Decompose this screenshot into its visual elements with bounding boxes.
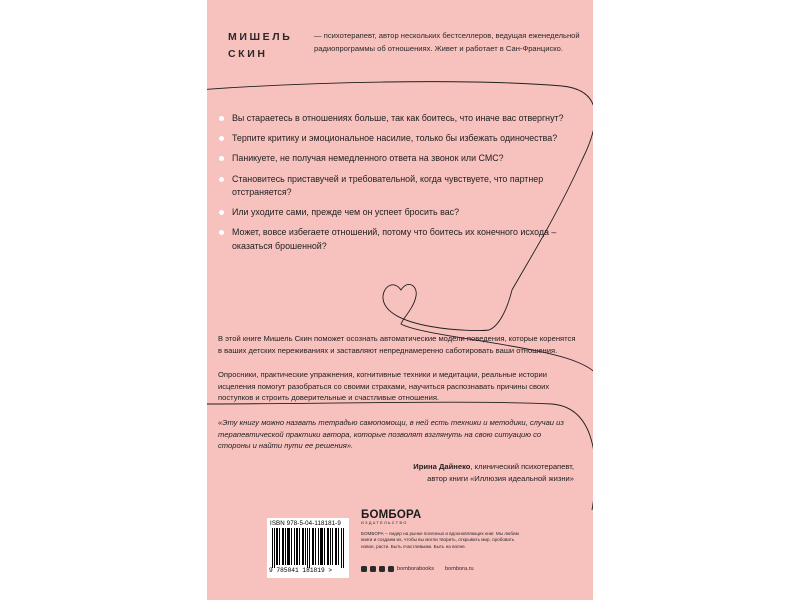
list-item bbox=[217, 173, 577, 200]
description-paragraph-2: Опросники, практические упражнения, когнитивные техники и медитации, реальные истории исцеления помогут разобраться со своими страхами, научиться распознавать причины своих поступков и строить доверительные и счастливые отношения. bbox=[218, 370, 550, 403]
author-bio: — психотерапевт, автор нескольких бестселлеров, ведущая еженедельной радиопрограммы об отношениях. Живет и работает в Сан-Франциско. bbox=[314, 31, 580, 53]
publisher-logo-text: БОМБОРА bbox=[361, 509, 422, 521]
quote-author-role: , клинический психотерапевт, bbox=[470, 462, 574, 471]
question-text: Паникуете, не получая немедленного ответа на звонок или СМС? bbox=[232, 153, 504, 164]
description-paragraph-1: В этой книге Мишель Скин поможет осознать автоматические модели поведения, которые коренятся в ваших детских переживаниях и заставляют непреднамеренно саботировать ваши отношения. bbox=[218, 334, 576, 355]
quote-attribution bbox=[218, 461, 574, 484]
social-handle: bomborabooks bbox=[397, 566, 435, 572]
list-item bbox=[217, 132, 577, 146]
bullet-dot-icon bbox=[219, 136, 224, 141]
review-quote: «Эту книгу можно назвать тетрадью самопомощи, в ней есть техники и методики, случаи из терапевтической практики автора, которые позволят взглянуть на свою ситуацию со стороны и найти пути ее решения». bbox=[218, 418, 564, 451]
facebook-icon bbox=[361, 566, 367, 572]
question-text: Становитесь приставучей и требовательной, когда чувствуете, что партнер отстраняется? bbox=[232, 173, 544, 198]
bullet-dot-icon bbox=[219, 177, 224, 182]
bullet-dot-icon bbox=[219, 116, 224, 121]
list-item bbox=[217, 226, 577, 253]
list-item bbox=[217, 152, 577, 166]
publisher-website: bombora.ru bbox=[445, 566, 474, 572]
bullet-dot-icon bbox=[219, 210, 224, 215]
author-name: МИШЕЛЬ СКИН bbox=[228, 31, 293, 60]
question-text: Вы стараетесь в отношениях больше, так как боитесь, что иначе вас отвергнут? bbox=[232, 113, 564, 123]
question-list bbox=[217, 112, 577, 260]
question-text: Может, вовсе избегаете отношений, потому что боитесь их конечного исхода – оказаться брошенной? bbox=[232, 227, 557, 251]
list-item bbox=[217, 112, 577, 126]
vk-icon bbox=[370, 566, 376, 572]
quote-author-book: автор книги «Иллюзия идеальной жизни» bbox=[427, 473, 574, 483]
youtube-icon bbox=[379, 566, 385, 572]
list-item bbox=[217, 206, 577, 220]
instagram-icon bbox=[388, 566, 394, 572]
barcode-number: 9 785041 181819 > bbox=[269, 567, 333, 574]
publisher-description: БОМБОРА – лидер на рынке полезных и вдохновляющих книг. Мы любим книги и создаем их, чтобы вы могли творить, открывать мир, пробовать новое, расти. Быть счастливыми. Быть на волне. bbox=[361, 531, 519, 549]
barcode bbox=[267, 518, 349, 578]
quote-author-name: Ирина Дайнеко bbox=[413, 462, 471, 471]
bullet-dot-icon bbox=[219, 230, 224, 235]
isbn-label: ISBN 978-5-04-118181-9 bbox=[270, 520, 341, 527]
book-back-cover bbox=[207, 0, 593, 600]
bullet-dot-icon bbox=[219, 156, 224, 161]
question-text: Терпите критику и эмоциональное насилие, только бы избежать одиночества? bbox=[232, 133, 558, 144]
publisher-logo-subtitle: ИЗДАТЕЛЬСТВО bbox=[361, 521, 408, 525]
publisher-socials bbox=[361, 566, 474, 572]
publisher-logo bbox=[361, 509, 421, 526]
barcode-bars-icon bbox=[271, 528, 347, 568]
question-text: Или уходите сами, прежде чем он успеет бросить вас? bbox=[232, 207, 460, 218]
